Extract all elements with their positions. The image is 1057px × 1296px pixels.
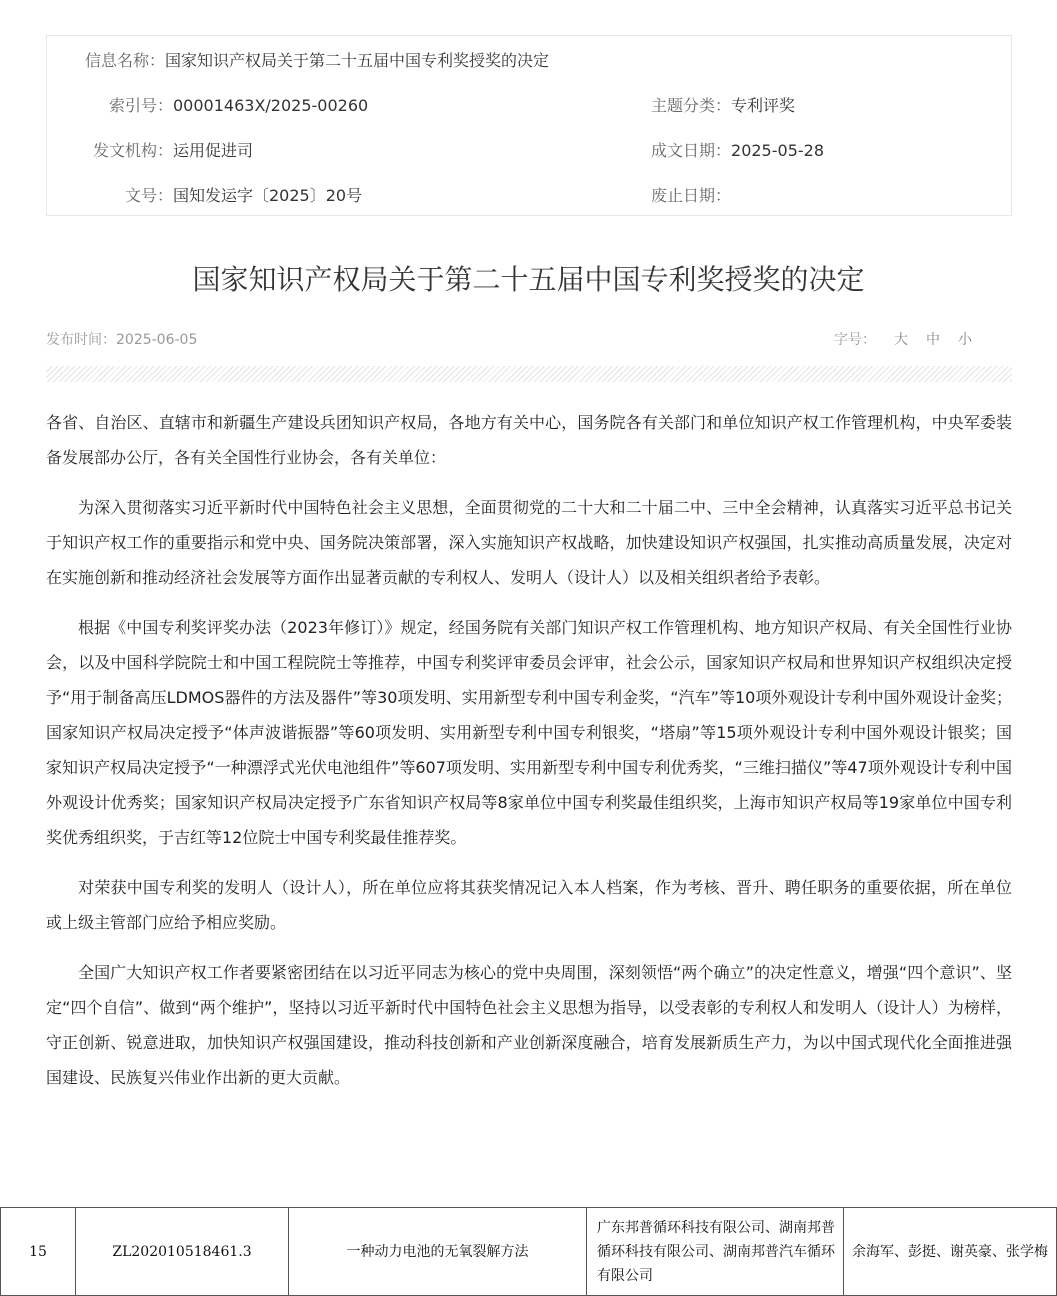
cell-patent-name: 一种动力电池的无氧裂解方法 xyxy=(289,1208,587,1296)
publish-time xyxy=(46,331,197,349)
meta-topic xyxy=(651,96,795,116)
divider-stripe xyxy=(46,366,1012,382)
meta-index xyxy=(85,96,368,116)
meta-info-name xyxy=(85,51,549,71)
publish-time-label: 发布时间： xyxy=(46,332,116,348)
meta-docno xyxy=(85,186,362,206)
award-table xyxy=(0,1207,1057,1296)
meta-issuer-label: 发文机构： xyxy=(92,141,173,160)
meta-info-name-value: 国家知识产权局关于第二十五届中国专利奖授奖的决定 xyxy=(165,51,550,70)
meta-abolish xyxy=(651,186,731,206)
meta-date-value: 2025-05-28 xyxy=(731,141,824,160)
meta-date-label: 成文日期： xyxy=(651,141,732,160)
meta-index-value: 00001463X/2025-00260 xyxy=(173,96,369,115)
font-size-medium-button[interactable]: 中 xyxy=(926,332,940,348)
font-size-label: 字号： xyxy=(834,332,876,348)
meta-docno-value: 国知发运字〔2025〕20号 xyxy=(173,186,363,205)
meta-topic-label: 主题分类： xyxy=(651,96,732,115)
article-body xyxy=(46,405,1012,1110)
meta-date xyxy=(651,141,824,161)
meta-info-name-label: 信息名称： xyxy=(85,51,166,70)
meta-index-label: 索引号： xyxy=(108,96,173,115)
meta-docno-label: 文号： xyxy=(124,186,173,205)
page-title: 国家知识产权局关于第二十五届中国专利奖授奖的决定 xyxy=(192,263,865,296)
cell-patent-holder: 广东邦普循环科技有限公司、湖南邦普循环科技有限公司、湖南邦普汽车循环有限公司 xyxy=(587,1208,844,1296)
award-table-grid xyxy=(0,1207,1057,1296)
meta-issuer-value: 运用促进司 xyxy=(173,141,254,160)
meta-topic-value: 专利评奖 xyxy=(731,96,796,115)
paragraph-1: 为深入贯彻落实习近平新时代中国特色社会主义思想，全面贯彻党的二十大和二十届二中、三中全会精神，认真落实习近平总书记关于知识产权工作的重要指示和党中央、国务院决策部署，深入实施知识产权战略，加快建设知识产权强国，扎实推动高质量发展，决定对在实施创新和推动经济社会发展等方面作出显著贡献的专利权人、发明人（设计人）以及相关组织者给予表彰。 xyxy=(46,498,1012,587)
publish-time-value: 2025-06-05 xyxy=(116,332,198,348)
document-meta-box xyxy=(46,35,1012,216)
cell-no: 15 xyxy=(1,1208,76,1296)
paragraph-3: 对荣获中国专利奖的发明人（设计人），所在单位应将其获奖情况记入本人档案，作为考核、晋升、聘任职务的重要依据，所在单位或上级主管部门应给予相应奖励。 xyxy=(46,878,1012,932)
meta-issuer xyxy=(85,141,253,161)
cell-inventors: 余海军、彭挺、谢英豪、张学梅 xyxy=(844,1208,1057,1296)
paragraph-salutation: 各省、自治区、直辖市和新疆生产建设兵团知识产权局，各地方有关中心，国务院各有关部门和单位知识产权工作管理机构，中央军委装备发展部办公厅，各有关全国性行业协会，各有关单位： xyxy=(46,413,1012,467)
cell-patent-no: ZL202010518461.3 xyxy=(76,1208,289,1296)
paragraph-2: 根据《中国专利奖评奖办法（2023年修订）》规定，经国务院有关部门知识产权工作管理机构、地方知识产权局、有关全国性行业协会，以及中国科学院院士和中国工程院院士等推荐，中国专利奖评审委员会评审，社会公示，国家知识产权局和世界知识产权组织决定授予“用于制备高压LDMOS器件的方法及器件”等30项发明、实用新型专利中国专利金奖，“汽车”等10项外观设计专利中国外观设计金奖；国家知识产权局决定授予“体声波谐振器”等60项发明、实用新型专利中国专利银奖，“塔扇”等15项外观设计专利中国外观设计银奖；国家知识产权局决定授予“一种漂浮式光伏电池组件”等607项发明、实用新型专利中国专利优秀奖，“三维扫描仪”等47项外观设计专利中国外观设计优秀奖；国家知识产权局决定授予广东省知识产权局等8家单位中国专利奖最佳组织奖，上海市知识产权局等19家单位中国专利奖优秀组织奖，于吉红等12位院士中国专利奖最佳推荐奖。 xyxy=(46,618,1012,847)
font-size-control xyxy=(834,331,972,349)
font-size-large-button[interactable]: 大 xyxy=(894,332,908,348)
table-row xyxy=(1,1208,1057,1296)
paragraph-4: 全国广大知识产权工作者要紧密团结在以习近平同志为核心的党中央周围，深刻领悟“两个确立”的决定性意义，增强“四个意识”、坚定“四个自信”、做到“两个维护”，坚持以习近平新时代中国特色社会主义思想为指导，以受表彰的专利权人和发明人（设计人）为榜样，守正创新、锐意进取，加快知识产权强国建设，推动科技创新和产业创新深度融合，培育发展新质生产力，为以中国式现代化全面推进强国建设、民族复兴伟业作出新的更大贡献。 xyxy=(46,963,1012,1087)
font-size-small-button[interactable]: 小 xyxy=(958,332,972,348)
meta-abolish-label: 废止日期： xyxy=(651,186,732,205)
